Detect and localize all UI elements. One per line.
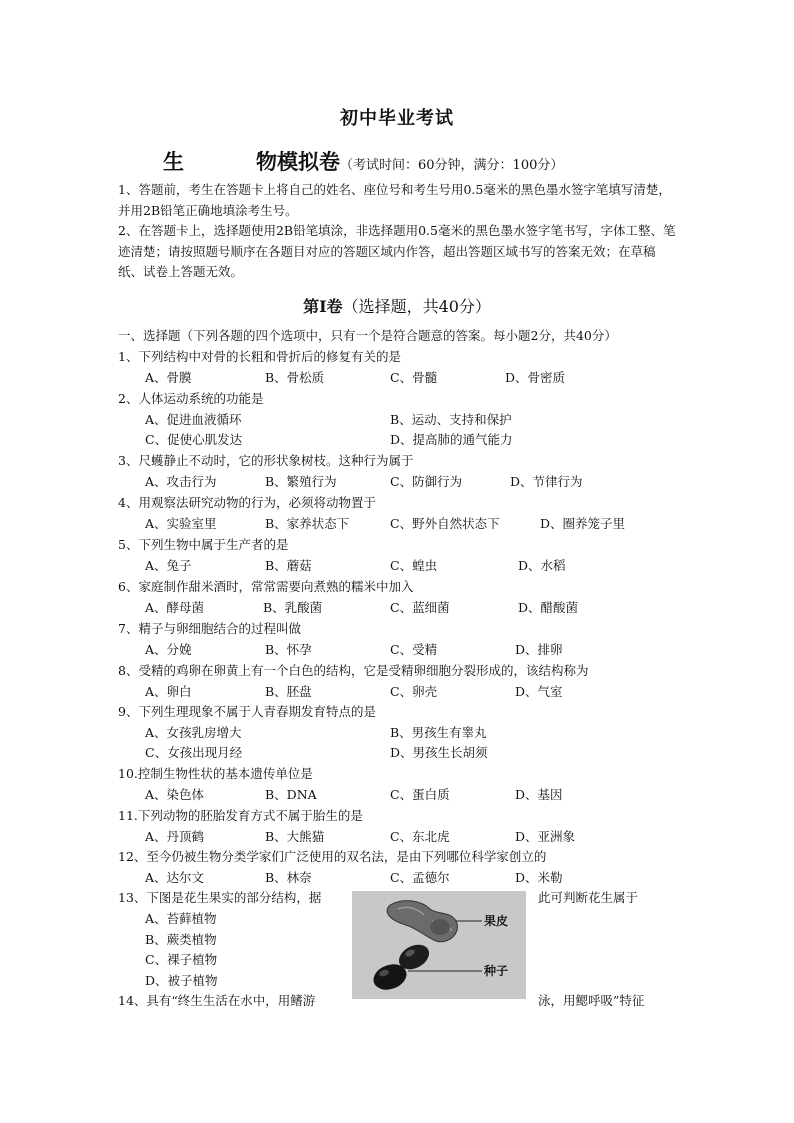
option-c: C、受精	[390, 642, 438, 657]
question-stem: 13、下图是花生果实的部分结构，据	[118, 890, 322, 905]
question-stem: 8、受精的鸡卵在卵黄上有一个白色的结构，它是受精卵细胞分裂形成的，该结构称为	[118, 663, 589, 678]
peanut-illustration	[352, 891, 526, 999]
option-a: A、达尔文	[145, 870, 205, 885]
notice-1: 1、答题前，考生在答题卡上将自己的姓名、座位号和考生号用0.5毫米的黑色墨水签字笔填写清楚，并用2B铅笔正确地填涂考生号。	[118, 182, 671, 218]
option-c: C、蝗虫	[390, 558, 438, 573]
question-stem-tail: 此可判断花生属于	[538, 890, 639, 905]
option-c: C、蛋白质	[390, 787, 450, 802]
option-d: D、节律行为	[510, 474, 583, 489]
question-stem: 11.下列动物的胚胎发育方式不属于胎生的是	[118, 808, 363, 823]
label-seed: 种子	[484, 964, 509, 978]
option-c: C、骨髓	[390, 370, 438, 385]
option-a: A、促进血液循环	[145, 412, 242, 427]
subject-right: 物模拟卷	[256, 149, 340, 174]
option-b: B、怀孕	[265, 642, 312, 657]
option-a: A、卵白	[145, 684, 192, 699]
question-stem-tail: 泳，用鳃呼吸”特征	[538, 993, 645, 1008]
question-stem: 14、具有“终生生活在水中，用鳍游	[118, 993, 316, 1008]
option-d: D、男孩生长胡须	[390, 745, 488, 760]
option-d: D、米勒	[515, 870, 563, 885]
option-c: C、卵壳	[390, 684, 438, 699]
option-a: A、骨膜	[145, 370, 192, 385]
peanut-figure	[352, 891, 526, 999]
question-stem: 3、尺蠖静止不动时，它的形状象树枝。这种行为属于	[118, 453, 414, 468]
option-a: A、分娩	[145, 642, 192, 657]
option-a: A、丹顶鹤	[145, 829, 205, 844]
option-c: C、野外自然状态下	[390, 516, 500, 531]
option-a: A、酵母菌	[145, 600, 205, 615]
option-d: D、醋酸菌	[518, 600, 579, 615]
option-b: B、大熊猫	[265, 829, 325, 844]
question-stem: 12、至今仍被生物分类学家们广泛使用的双名法，是由下列哪位科学家创立的	[118, 849, 547, 864]
option-b: B、林奈	[265, 870, 312, 885]
section-title-rest: （选择题，共40分）	[342, 297, 491, 316]
option-a: A、苔藓植物	[145, 911, 217, 926]
option-d: D、被子植物	[145, 973, 218, 988]
option-c: C、孟德尔	[390, 870, 450, 885]
option-b: B、乳酸菌	[263, 600, 323, 615]
option-a: A、攻击行为	[145, 474, 217, 489]
question-stem: 2、人体运动系统的功能是	[118, 391, 264, 406]
option-c: C、裸子植物	[145, 952, 218, 967]
option-a: A、实验室里	[145, 516, 217, 531]
option-b: B、骨松质	[265, 370, 325, 385]
option-b: B、男孩生有睾丸	[390, 725, 487, 740]
option-d: D、提高肺的通气能力	[390, 432, 513, 447]
section-title	[0, 294, 794, 317]
section-title-bold: 第Ⅰ卷	[303, 297, 343, 316]
page-title: 初中毕业考试	[340, 108, 454, 129]
label-shell: 果皮	[484, 914, 509, 928]
section-instruction: 一、选择题（下列各题的四个选项中，只有一个是符合题意的答案。每小题2分，共40分）	[118, 328, 617, 343]
option-a: A、染色体	[145, 787, 205, 802]
option-d: D、骨密质	[505, 370, 566, 385]
exam-subtitle	[163, 146, 563, 176]
option-c: C、东北虎	[390, 829, 450, 844]
option-b: B、DNA	[265, 787, 317, 802]
question-stem: 5、下列生物中属于生产者的是	[118, 537, 289, 552]
question-stem: 4、用观察法研究动物的行为，必须将动物置于	[118, 495, 376, 510]
option-d: D、水稻	[518, 558, 566, 573]
option-d: D、亚洲象	[515, 829, 576, 844]
option-d: D、圈养笼子里	[540, 516, 626, 531]
option-a: A、女孩乳房增大	[145, 725, 242, 740]
question-stem: 10.控制生物性状的基本遗传单位是	[118, 766, 313, 781]
option-a: A、兔子	[145, 558, 192, 573]
option-d: D、气室	[515, 684, 563, 699]
option-c: C、防御行为	[390, 474, 463, 489]
exam-info: （考试时间：60分钟，满分：100分）	[340, 158, 564, 173]
option-c: C、女孩出现月经	[145, 745, 243, 760]
option-c: C、促使心肌发达	[145, 432, 243, 447]
subject-left: 生	[163, 149, 184, 174]
option-b: B、胚盘	[265, 684, 312, 699]
option-b: B、蕨类植物	[145, 932, 217, 947]
question-stem: 7、精子与卵细胞结合的过程叫做	[118, 621, 301, 636]
question-stem: 1、下列结构中对骨的长粗和骨折后的修复有关的是	[118, 349, 401, 364]
option-d: D、基因	[515, 787, 563, 802]
option-b: B、运动、支持和保护	[390, 412, 512, 427]
question-stem: 9、下列生理现象不属于人青春期发育特点的是	[118, 704, 376, 719]
option-b: B、家养状态下	[265, 516, 350, 531]
option-c: C、蓝细菌	[390, 600, 450, 615]
option-b: B、蘑菇	[265, 558, 312, 573]
notice-2: 2、在答题卡上，选择题使用2B铅笔填涂，非选择题用0.5毫米的黑色墨水签字笔书写，字体工整、笔迹清楚；请按照题号顺序在各题目对应的答题区域内作答，超出答题区域书写的答案无效；在草稿纸、试卷上答题无效。	[118, 223, 676, 279]
option-d: D、排卵	[515, 642, 563, 657]
question-stem: 6、家庭制作甜米酒时，常常需要向煮熟的糯米中加入	[118, 579, 414, 594]
option-b: B、繁殖行为	[265, 474, 337, 489]
